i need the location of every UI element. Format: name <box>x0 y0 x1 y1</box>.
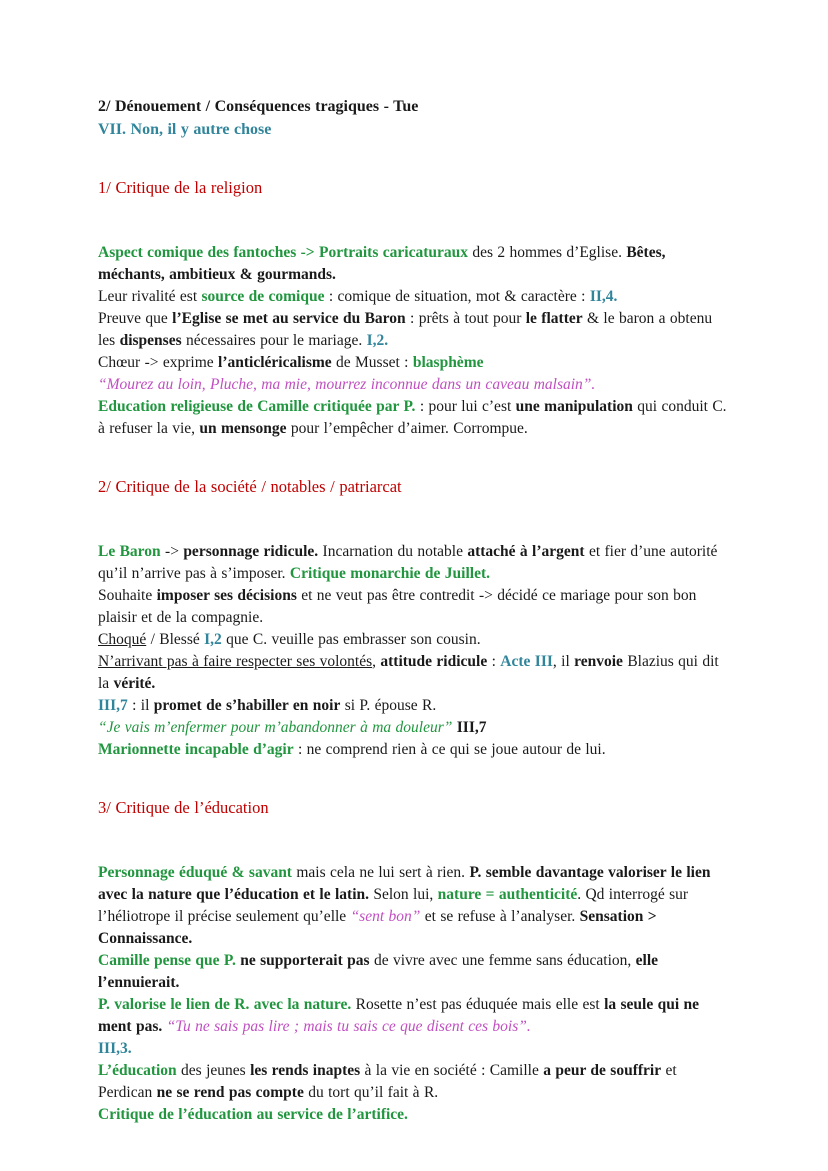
text-run: que C. veuille pas embrasser son cousin. <box>221 631 481 648</box>
text-run: promet de s’habiller en noir <box>153 697 341 714</box>
text-run: III,3. <box>98 1040 132 1057</box>
text-run: : il <box>127 697 154 714</box>
text-run: Le Baron <box>98 543 161 560</box>
text-run: : pour lui c’est <box>415 398 516 415</box>
text-run: de Musset : <box>331 354 413 371</box>
text-run: elle l’ennuierait. <box>98 952 659 991</box>
text-run: attaché à l’argent <box>467 543 585 560</box>
text-run: 2/ Dénouement / Conséquences tragiques - Tue <box>98 98 419 115</box>
text-run: II,4. <box>589 288 618 305</box>
text-run: l’anticléricalisme <box>218 354 332 371</box>
text-run: Education religieuse de Camille critiquée par P. <box>98 398 416 415</box>
text-run: Acte III <box>500 653 553 670</box>
text-run: “Je vais m’enfermer pour m’abandonner à ma douleur” <box>98 719 453 736</box>
text-run: 1/ Critique de la religion <box>98 178 263 197</box>
text-run: -> <box>160 543 184 560</box>
text-run: et ne veut pas être contredit -> décidé ce mariage pour son bon plaisir et de la compagnie. <box>98 587 697 626</box>
text-run: Selon lui, <box>369 886 438 903</box>
text-run: du tort qu’il fait à R. <box>303 1084 439 1101</box>
text-run: à la vie en société : Camille <box>360 1062 544 1079</box>
text-run: un mensonge <box>199 420 287 437</box>
text-run: : comique de situation, mot & caractère : <box>324 288 590 305</box>
text-run: , il <box>552 653 575 670</box>
text-run: et fier d’une autorité qu’il n’arrive pas à s’imposer. <box>98 543 718 582</box>
text-run: renvoie <box>574 653 623 670</box>
text-run: Aspect comique des fantoches -> Portraits caricaturaux <box>98 244 468 261</box>
text-run: mais cela ne lui sert à rien. <box>291 864 470 881</box>
text-run: Incarnation du notable <box>318 543 468 560</box>
text-run: blasphème <box>412 354 484 371</box>
text-run: / Blessé <box>146 631 205 648</box>
paragraph <box>98 862 733 1126</box>
text-run: L’éducation <box>98 1062 177 1079</box>
text-run: Preuve que <box>98 310 173 327</box>
text-run: a peur de souffrir <box>543 1062 662 1079</box>
text-run: Sensation > Connaissance. <box>98 908 657 947</box>
text-run: le flatter <box>525 310 583 327</box>
document-title <box>98 95 733 141</box>
text-run: 3/ Critique de l’éducation <box>98 798 269 817</box>
text-run: ne se rend pas compte <box>156 1084 304 1101</box>
text-run: des jeunes <box>176 1062 251 1079</box>
text-run: nature = authenticité <box>437 886 578 903</box>
text-run: vérité. <box>113 675 156 692</box>
section-heading <box>98 797 733 819</box>
text-run: . Qd interrogé sur l’héliotrope il précise seulement qu’elle <box>98 886 689 925</box>
text-run: Blazius qui dit la <box>98 653 719 692</box>
text-run: personnage ridicule. <box>183 543 319 560</box>
text-run: I,2 <box>204 631 222 648</box>
text-run: : <box>487 653 501 670</box>
text-run: Marionnette incapable d’agir <box>98 741 294 758</box>
text-run: Chœur -> exprime <box>98 354 219 371</box>
text-run: nécessaires pour le mariage. <box>181 332 367 349</box>
text-run: “Tu ne sais pas lire ; mais tu sais ce que disent ces bois”. <box>166 1018 531 1035</box>
text-run: “Mourez au loin, Pluche, ma mie, mourrez inconnue dans un caveau malsain”. <box>98 376 596 393</box>
text-run: Bêtes, méchants, ambitieux & gourmands. <box>98 244 666 283</box>
document-content <box>98 95 733 1126</box>
text-run: : ne comprend rien à ce qui se joue autour de lui. <box>293 741 606 758</box>
text-run: & le baron a obtenu les <box>98 310 713 349</box>
text-run: 2/ Critique de la société / notables / patriarcat <box>98 477 402 496</box>
text-run: Souhaite <box>98 587 157 604</box>
text-run: qui conduit C. à refuser la vie, <box>98 398 727 437</box>
paragraph <box>98 541 733 761</box>
text-run: I,2. <box>366 332 389 349</box>
text-run: “sent bon” <box>350 908 421 925</box>
text-run: et se refuse à l’analyser. <box>420 908 580 925</box>
text-run: ne supporterait pas <box>240 952 370 969</box>
text-run: Critique de l’éducation au service de l’artifice. <box>98 1106 408 1123</box>
text-run: les rends inaptes <box>250 1062 361 1079</box>
text-run: P. valorise le lien de R. avec la nature. <box>98 996 352 1013</box>
section-heading <box>98 177 733 199</box>
text-run: dispenses <box>119 332 182 349</box>
text-run: Camille pense que P. <box>98 952 236 969</box>
text-run: Personnage éduqué & savant <box>98 864 292 881</box>
text-run: une manipulation <box>515 398 633 415</box>
text-run: et Perdican <box>98 1062 677 1101</box>
text-run: , <box>372 653 381 670</box>
text-run: source de comique <box>201 288 325 305</box>
text-run: imposer ses décisions <box>156 587 297 604</box>
text-run: attitude ridicule <box>380 653 488 670</box>
text-run: des 2 hommes d’Eglise. <box>467 244 627 261</box>
text-run: pour l’empêcher d’aimer. Corrompue. <box>286 420 528 437</box>
text-run: P. semble davantage valoriser le lien avec la nature que l’éducation et le latin. <box>98 864 711 903</box>
paragraph <box>98 242 733 440</box>
text-run: de vivre avec une femme sans éducation, <box>369 952 636 969</box>
text-run: si P. épouse R. <box>340 697 437 714</box>
section-heading <box>98 476 733 498</box>
text-run: III,7 <box>98 697 128 714</box>
text-run: Rosette n’est pas éduquée mais elle est <box>351 996 605 1013</box>
text-run: : prêts à tout pour <box>405 310 526 327</box>
text-run: Critique monarchie de Juillet. <box>289 565 491 582</box>
text-run: Leur rivalité est <box>98 288 202 305</box>
text-run: III,7 <box>456 719 487 736</box>
text-run: la seule qui ne ment pas. <box>98 996 700 1035</box>
text-run: N’arrivant pas à faire respecter ses volontés <box>98 653 373 670</box>
text-run: VII. Non, il y autre chose <box>98 121 272 138</box>
text-run: l’Eglise se met au service du Baron <box>172 310 406 327</box>
text-run: Choqué <box>98 631 147 648</box>
